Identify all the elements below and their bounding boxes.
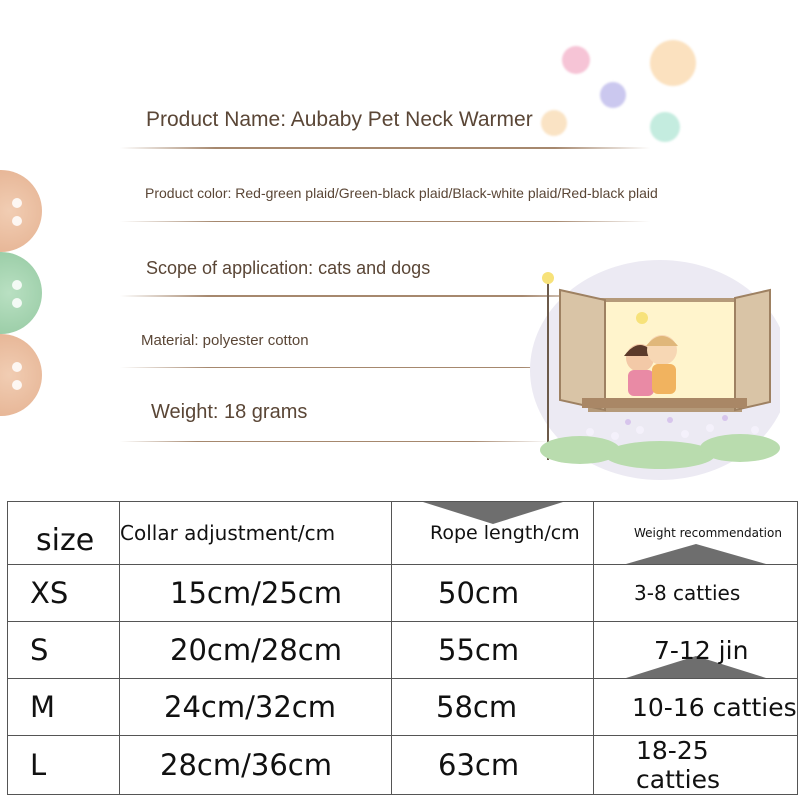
product-color: Product color: Red-green plaid/Green-black plaid/Black-white plaid/Red-black plaid bbox=[145, 185, 658, 201]
size-cell: S bbox=[8, 622, 120, 679]
size-cell: M bbox=[8, 679, 120, 736]
size-cell: XS bbox=[8, 565, 120, 622]
material: Material: polyester cotton bbox=[141, 332, 309, 349]
collar-cell: 20cm/28cm bbox=[120, 622, 392, 679]
table-header-row bbox=[8, 502, 798, 565]
peach-dot bbox=[650, 40, 696, 86]
product-name: Product Name: Aubaby Pet Neck Warmer bbox=[146, 108, 533, 131]
rope-cell: 50cm bbox=[392, 565, 594, 622]
collar-cell: 15cm/25cm bbox=[120, 565, 392, 622]
scope-of-application: Scope of application: cats and dogs bbox=[146, 258, 431, 278]
orange-button-decoration bbox=[0, 170, 42, 252]
divider-line bbox=[120, 441, 550, 442]
cream-dot bbox=[541, 110, 567, 136]
weight: Weight: 18 grams bbox=[151, 401, 308, 423]
pink-dot bbox=[562, 46, 590, 74]
header-weight-recommendation: Weight recommendation bbox=[594, 502, 798, 565]
collar-cell: 28cm/36cm bbox=[120, 736, 392, 795]
table-row bbox=[8, 736, 798, 795]
header-rope-length: Rope length/cm bbox=[392, 502, 594, 565]
rope-cell: 58cm bbox=[392, 679, 594, 736]
size-table bbox=[7, 501, 798, 795]
size-cell: L bbox=[8, 736, 120, 795]
weight-cell: 10-16 catties bbox=[594, 679, 798, 736]
table-row bbox=[8, 679, 798, 736]
rope-cell: 63cm bbox=[392, 736, 594, 795]
header-ribbon-decoration bbox=[626, 544, 766, 564]
orange-button-decoration bbox=[0, 334, 42, 416]
green-button-decoration bbox=[0, 252, 42, 334]
collar-cell: 24cm/32cm bbox=[120, 679, 392, 736]
lavender-dot bbox=[600, 82, 626, 108]
window-illustration bbox=[520, 250, 780, 480]
header-size: size bbox=[8, 502, 120, 565]
rope-cell: 55cm bbox=[392, 622, 594, 679]
table-row bbox=[8, 565, 798, 622]
mint-dot bbox=[650, 112, 680, 142]
table-row bbox=[8, 622, 798, 679]
weight-cell: 7-12 jin bbox=[594, 622, 798, 679]
weight-cell: 18-25 catties bbox=[594, 736, 798, 795]
header-collar-adjustment: Collar adjustment/cm bbox=[120, 502, 392, 565]
weight-cell: 3-8 catties bbox=[594, 565, 798, 622]
divider-line bbox=[120, 147, 650, 149]
divider-line bbox=[120, 221, 650, 222]
header-ribbon-decoration bbox=[423, 502, 563, 524]
